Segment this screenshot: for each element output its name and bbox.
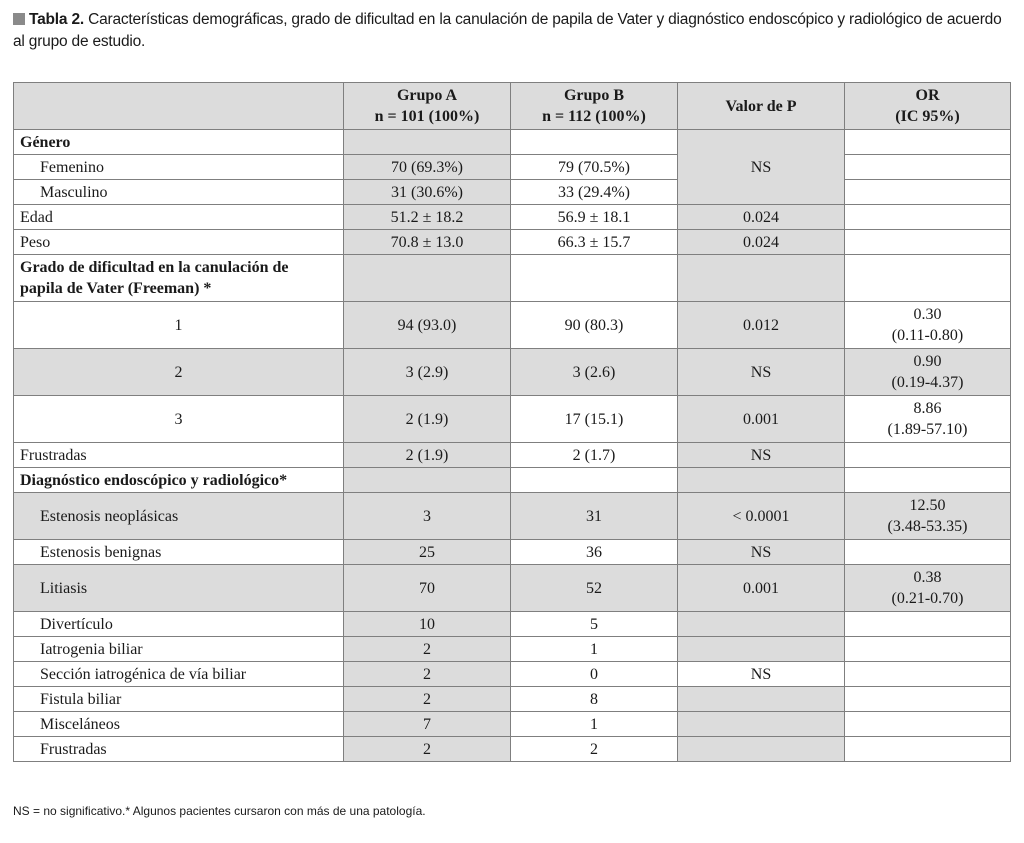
table-row: [14, 396, 1011, 443]
caption-label: Tabla 2.: [29, 11, 84, 28]
table-row: [14, 349, 1011, 396]
row-label: Iatrogenia biliar: [14, 637, 344, 662]
table-row: [14, 302, 1011, 349]
table-row: [14, 130, 1011, 155]
cell-b: 8: [511, 687, 678, 712]
cell-a: 70: [344, 565, 511, 612]
table-row: [14, 443, 1011, 468]
cell-b: 0: [511, 662, 678, 687]
cell-b: 33 (29.4%): [511, 180, 678, 205]
row-label: Peso: [14, 230, 344, 255]
table-row: [14, 637, 1011, 662]
cell-a: 70 (69.3%): [344, 155, 511, 180]
cell-a: 3: [344, 493, 511, 540]
header-group-a: Grupo A n = 101 (100%): [344, 83, 511, 130]
cell-a: 2: [344, 737, 511, 762]
row-label: Estenosis neoplásicas: [14, 493, 344, 540]
header-or: OR (IC 95%): [845, 83, 1011, 130]
cell-b: 17 (15.1): [511, 396, 678, 443]
cell-a: 25: [344, 540, 511, 565]
cell-a: 2: [344, 637, 511, 662]
table-row: [14, 712, 1011, 737]
row-label: Femenino: [14, 155, 344, 180]
row-label: Litiasis: [14, 565, 344, 612]
cell-a: 3 (2.9): [344, 349, 511, 396]
cell-a: 10: [344, 612, 511, 637]
row-label: 3: [14, 396, 344, 443]
table-row: [14, 612, 1011, 637]
table-row: [14, 687, 1011, 712]
cell-p: NS: [678, 349, 845, 396]
table-row: [14, 180, 1011, 205]
cell-b: 66.3 ± 15.7: [511, 230, 678, 255]
table-row: [14, 737, 1011, 762]
cell-a: 2 (1.9): [344, 396, 511, 443]
cell-p: 0.001: [678, 396, 845, 443]
table-row: [14, 205, 1011, 230]
header-pvalue: Valor de P: [678, 83, 845, 130]
cell-or: 12.50 (3.48-53.35): [845, 493, 1011, 540]
cell-p: NS: [678, 130, 845, 205]
cell-a: 7: [344, 712, 511, 737]
cell-b: 31: [511, 493, 678, 540]
row-label: Misceláneos: [14, 712, 344, 737]
cell-p: NS: [678, 662, 845, 687]
row-label: Estenosis benignas: [14, 540, 344, 565]
cell-or: 0.30 (0.11-0.80): [845, 302, 1011, 349]
cell-b: 3 (2.6): [511, 349, 678, 396]
cell-b: 1: [511, 637, 678, 662]
cell-b: 2: [511, 737, 678, 762]
table-row: [14, 565, 1011, 612]
row-label: Diagnóstico endoscópico y radiológico*: [14, 468, 344, 493]
cell-p: NS: [678, 540, 845, 565]
header-row: [14, 83, 1011, 130]
cell-a: 31 (30.6%): [344, 180, 511, 205]
row-label: Divertículo: [14, 612, 344, 637]
cell-p: NS: [678, 443, 845, 468]
row-label: Frustradas: [14, 443, 344, 468]
row-label: Edad: [14, 205, 344, 230]
cell-b: 52: [511, 565, 678, 612]
row-label: 2: [14, 349, 344, 396]
table-caption: [13, 9, 1003, 53]
cell-p: < 0.0001: [678, 493, 845, 540]
row-label: Masculino: [14, 180, 344, 205]
cell-a: 2 (1.9): [344, 443, 511, 468]
cell-or: 0.90 (0.19-4.37): [845, 349, 1011, 396]
cell-a: 70.8 ± 13.0: [344, 230, 511, 255]
cell-b: 5: [511, 612, 678, 637]
row-label: Fistula biliar: [14, 687, 344, 712]
cell-or: 8.86 (1.89-57.10): [845, 396, 1011, 443]
cell-a: 2: [344, 662, 511, 687]
cell-a: 94 (93.0): [344, 302, 511, 349]
cell-p: 0.024: [678, 205, 845, 230]
header-empty: [14, 83, 344, 130]
cell-p: 0.024: [678, 230, 845, 255]
square-bullet-icon: [13, 13, 25, 25]
footnote: NS = no significativo.* Algunos pacientes cursaron con más de una patología.: [13, 804, 426, 818]
cell-b: 36: [511, 540, 678, 565]
row-label: Frustradas: [14, 737, 344, 762]
cell-a: 51.2 ± 18.2: [344, 205, 511, 230]
cell-b: 1: [511, 712, 678, 737]
cell-p: 0.012: [678, 302, 845, 349]
caption-text: Características demográficas, grado de dificultad en la canulación de papila de Vater y diagnóstico endoscópico y radiológico de acuerdo al grupo de estudio.: [13, 11, 1002, 50]
data-table: [13, 82, 1011, 762]
table-row: [14, 155, 1011, 180]
table-row: [14, 468, 1011, 493]
cell-p: 0.001: [678, 565, 845, 612]
cell-b: 56.9 ± 18.1: [511, 205, 678, 230]
table-row: [14, 493, 1011, 540]
table-row: [14, 662, 1011, 687]
cell-a: 2: [344, 687, 511, 712]
table-row: [14, 230, 1011, 255]
row-label: Grado de dificultad en la canulación de papila de Vater (Freeman) *: [14, 255, 344, 302]
cell-b: 90 (80.3): [511, 302, 678, 349]
row-label: Género: [14, 130, 344, 155]
header-group-b: Grupo B n = 112 (100%): [511, 83, 678, 130]
row-label: Sección iatrogénica de vía biliar: [14, 662, 344, 687]
cell-b: 79 (70.5%): [511, 155, 678, 180]
row-label: 1: [14, 302, 344, 349]
cell-or: 0.38 (0.21-0.70): [845, 565, 1011, 612]
table-row: [14, 540, 1011, 565]
table-row: [14, 255, 1011, 302]
cell-b: 2 (1.7): [511, 443, 678, 468]
